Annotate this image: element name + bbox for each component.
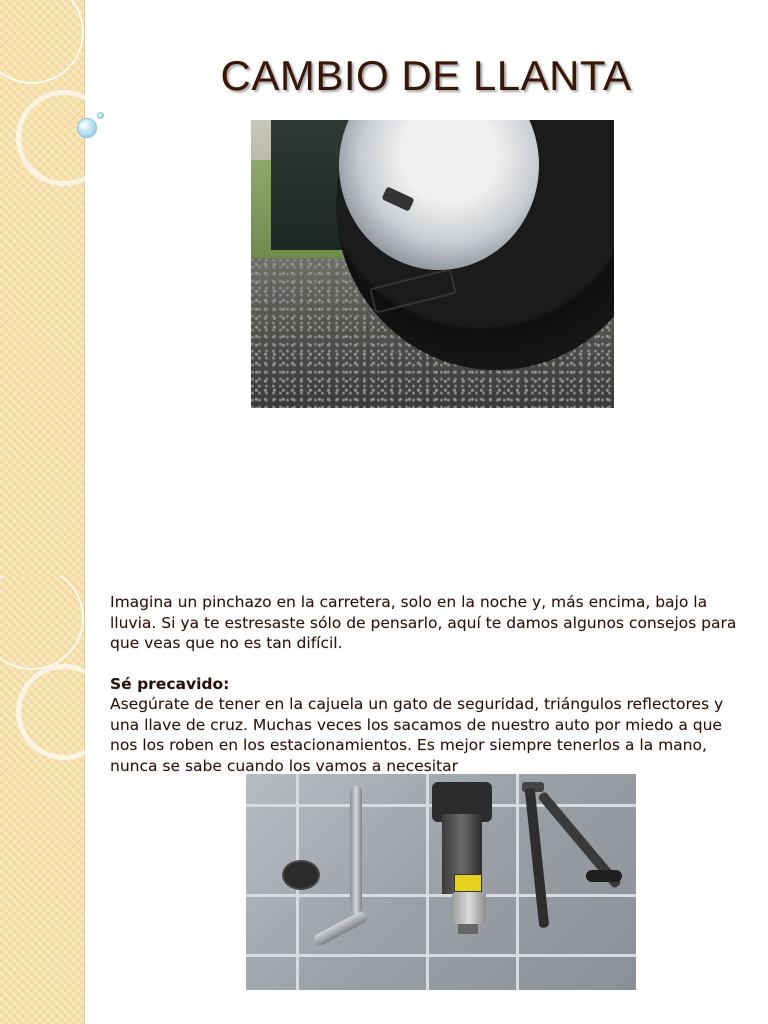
intro-paragraph: Imagina un pinchazo en la carretera, solo en la noche y, más encima, bajo la lluvia. Si ya te estresaste sólo de pensarlo, aquí te damos algunos consejos para que veas que no es tan difícil. [110, 593, 737, 652]
decorative-side-strip [0, 576, 85, 1024]
slide-title: CAMBIO DE LLANTA [220, 52, 632, 99]
lug-wrench-icon [350, 786, 362, 914]
decorative-ring [0, 576, 84, 670]
decorative-ring [0, 0, 84, 84]
section-heading: Sé precavido: [110, 674, 230, 693]
jack-crank-icon [525, 788, 550, 928]
flat-tire-photo [251, 120, 614, 408]
bubble-icon [97, 112, 104, 119]
car-tools-photo [246, 774, 636, 990]
lug-nut-icon [282, 860, 320, 890]
bubble-icon [77, 118, 97, 138]
decorative-ring [16, 90, 112, 186]
advice-paragraph: Asegúrate de tener en la cajuela un gato de seguridad, triángulos reflectores y una llave de cruz. Muchas veces los sacamos de nuestro auto por miedo a que nos los roben en los estacionamientos. Es mejor siempre tenerlos a la mano, nunca se sabe cuando los vamos a necesitar [110, 695, 724, 775]
decorative-side-strip [0, 0, 85, 576]
slide-body-text [110, 592, 740, 776]
decorative-ring [16, 664, 112, 760]
